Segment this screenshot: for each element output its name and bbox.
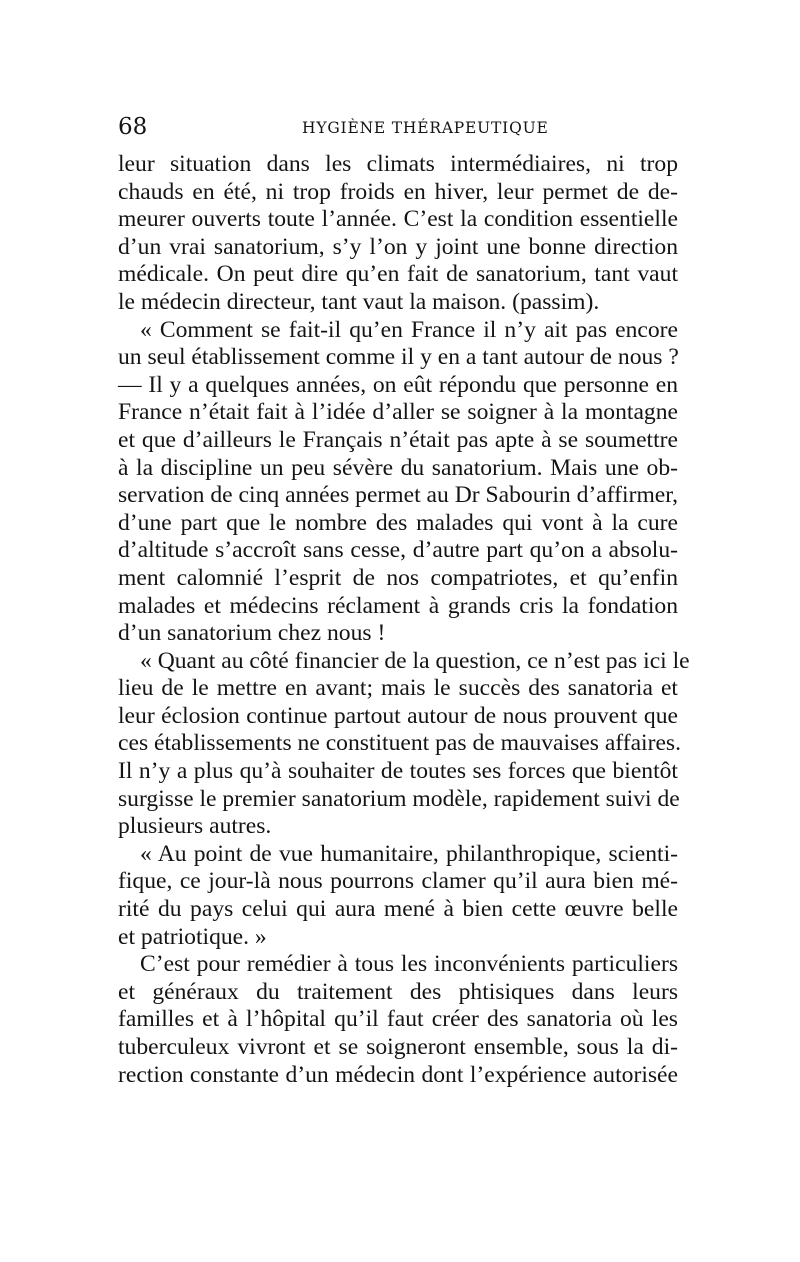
text-line: chauds en été, ni trop froids en hiver, leur permet de de-	[118, 178, 678, 205]
text-line: médicale. On peut dire qu’en fait de sanatorium, tant vaut	[118, 261, 678, 288]
text-line: d’une part que le nombre des malades qui vont à la cure	[118, 509, 678, 536]
text-line: rection constante d’un médecin dont l’expérience autorisée	[118, 1061, 678, 1088]
text-line: d’altitude s’accroît sans cesse, d’autre part qu’on a absolu-	[118, 537, 678, 564]
text-line: C’est pour remédier à tous les inconvénients particuliers	[140, 951, 678, 978]
text-line: « Quant au côté financier de la question, ce n’est pas ici le	[140, 647, 690, 674]
paragraph-5	[118, 951, 678, 1089]
paragraph-3	[118, 647, 690, 841]
text-line: à la discipline un peu sévère du sanatorium. Mais une ob-	[118, 454, 678, 481]
text-line: un seul établissement comme il y en a tant autour de nous ?	[118, 344, 679, 371]
text-line: rité du pays celui qui aura mené à bien cette œuvre belle	[118, 896, 678, 923]
text-line: malades et médecins réclament à grands cris la fondation	[118, 592, 678, 619]
text-line: Il n’y a plus qu’à souhaiter de toutes ses forces que bientôt	[118, 758, 678, 785]
text-line: d’un vrai sanatorium, s’y l’on y joint une bonne direction	[118, 233, 678, 260]
text-line: ces établissements ne constituent pas de mauvaises affaires.	[118, 730, 682, 757]
paragraph-4	[118, 841, 678, 951]
text-line: familles et à l’hôpital qu’il faut créer des sanatoria où les	[118, 1006, 678, 1033]
paragraph-1	[118, 151, 678, 317]
text-line: et patriotique. »	[118, 923, 267, 950]
text-line: leur éclosion continue partout autour de nous prouvent que	[118, 702, 678, 729]
text-line: — Il y a quelques années, on eût répondu que personne en	[118, 371, 678, 398]
text-line: d’un sanatorium chez nous !	[118, 620, 386, 647]
page-number: 68	[118, 114, 148, 140]
text-line: et que d’ailleurs le Français n’était pas apte à se soumettre	[118, 426, 678, 453]
paragraph-2	[118, 317, 678, 648]
text-line: « Comment se fait-il qu’en France il n’y ait pas encore	[140, 316, 678, 343]
text-line: surgisse le premier sanatorium modèle, rapidement suivi de	[118, 785, 680, 812]
body-text	[118, 151, 690, 1089]
text-line: fique, ce jour-là nous pourrons clamer qu’il aura bien mé-	[118, 868, 678, 895]
text-line: meurer ouverts toute l’année. C’est la condition essentielle	[118, 206, 678, 233]
text-line: tuberculeux vivront et se soigneront ensemble, sous la di-	[118, 1034, 678, 1060]
text-line: le médecin directeur, tant vaut la maison. (passim).	[118, 288, 600, 315]
text-line: lieu de le mettre en avant; mais le succès des sanatoria et	[118, 675, 678, 702]
text-line: plusieurs autres.	[118, 813, 272, 840]
text-line: leur situation dans les climats intermédiaires, ni trop	[118, 151, 678, 177]
text-line: ment calomnié l’esprit de nos compatriotes, et qu’enfin	[118, 564, 678, 591]
running-head	[118, 112, 678, 142]
text-line: servation de cinq années permet au Dr Sabourin d’affirmer,	[118, 482, 679, 509]
text-line: et généraux du traitement des phtisiques dans leurs	[118, 978, 678, 1005]
running-title: HYGIÈNE THÉRAPEUTIQUE	[302, 119, 549, 137]
text-line: France n’était fait à l’idée d’aller se soigner à la montagne	[118, 399, 678, 426]
text-line: « Au point de vue humanitaire, philanthropique, scienti-	[140, 840, 678, 867]
